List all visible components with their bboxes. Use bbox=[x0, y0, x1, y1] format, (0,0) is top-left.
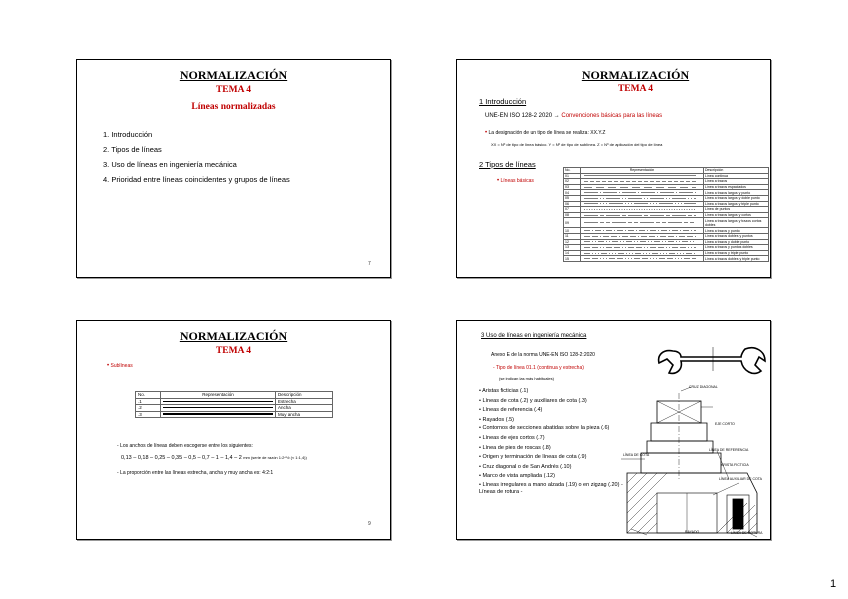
table-cell: 01 bbox=[564, 173, 581, 179]
slide-title: NORMALIZACIÓN bbox=[179, 68, 288, 82]
list-item-text: Línea de pies de roscas (.8) bbox=[482, 444, 551, 451]
table-cell: 10 bbox=[564, 228, 581, 234]
list-item bbox=[479, 434, 629, 444]
bullet-icon: • bbox=[479, 388, 483, 394]
page-number: 1 bbox=[830, 578, 837, 590]
list-item-text: Líneas irregulares a mano alzada (.19) o en zigzag (.20) - Líneas de rotura - bbox=[479, 481, 623, 495]
table-cell: Línea a trazos dobles y triple punto bbox=[704, 256, 769, 262]
list-item-text: Líneas de cota (.2) y auxiliares de cota (.3) bbox=[482, 397, 587, 404]
list-item bbox=[479, 406, 629, 416]
basic-lines-label: Líneas básicas bbox=[500, 178, 534, 184]
list-item bbox=[479, 397, 629, 407]
list-item bbox=[479, 387, 629, 397]
bullet-icon: • bbox=[479, 397, 483, 404]
uses-list bbox=[479, 387, 629, 498]
designation-detail: XX = Nº de tipo de línea básico. Y = Nº de tipo de sublínea. Z = Nº de aplicación del tipo de línea bbox=[491, 142, 663, 147]
table-cell: Línea a trazos largos y doble punto bbox=[704, 195, 769, 201]
table-cell: Línea a trazos dobles y puntos bbox=[704, 233, 769, 239]
widths-unit: mm (serie de razón 1:2^½ (≈ 1:1,4)) bbox=[243, 455, 307, 460]
line-sample bbox=[581, 218, 704, 228]
table-header: Descripción bbox=[276, 392, 333, 399]
slide-tema: TEMA 4 bbox=[215, 85, 252, 95]
list-item-text: Origen y terminación de líneas de cota (.9) bbox=[482, 454, 587, 460]
slide-3 bbox=[76, 320, 391, 540]
table-cell: 04 bbox=[564, 190, 581, 196]
label-cruz-diagonal: CRUZ DIAGONAL bbox=[689, 385, 718, 389]
table-cell: Línea a trazos y puntos dobles bbox=[704, 245, 769, 251]
table-cell: 11 bbox=[564, 233, 581, 239]
table-cell: .1 bbox=[136, 398, 161, 405]
line-sample bbox=[581, 256, 704, 262]
table-cell: Línea continua bbox=[704, 173, 769, 179]
list-item-text: Marco de vista ampliada (.12) bbox=[482, 473, 555, 479]
table-cell: Línea a trazos y doble punto bbox=[704, 239, 769, 245]
annex-text: Anexo E de la norma UNE-EN ISO 128-2:2020 bbox=[491, 352, 595, 358]
mechanical-drawing bbox=[617, 383, 769, 538]
type-line: - Tipo de línea 01.1 (continua y estrecha) bbox=[493, 365, 584, 371]
proportion-text: - La proporción entre las líneas estrecha, ancha y muy ancha es: 4:2:1 bbox=[117, 470, 274, 476]
bullet-icon: • bbox=[479, 481, 483, 488]
slide-page-number: 7 bbox=[368, 261, 371, 267]
slide-4 bbox=[456, 320, 771, 540]
list-item bbox=[479, 425, 629, 432]
table-header: Descripción bbox=[704, 168, 769, 174]
slide-page-number: 9 bbox=[368, 521, 371, 527]
table-header: No. bbox=[564, 168, 581, 174]
type-note: (se indican las más habituales) bbox=[499, 376, 554, 381]
norm-red: Convenciones básicas para las líneas bbox=[561, 113, 663, 119]
bullet-icon: • bbox=[485, 130, 488, 136]
label-eje-corto: EJE CORTO bbox=[715, 422, 735, 426]
slide-title: NORMALIZACIÓN bbox=[179, 329, 288, 343]
sublines-label: Sublíneas bbox=[110, 363, 133, 369]
list-item bbox=[479, 472, 629, 482]
list-item bbox=[479, 444, 629, 454]
index-item: 3. Uso de líneas en ingeniería mecánica bbox=[103, 160, 237, 169]
line-sample bbox=[161, 411, 276, 418]
table-cell: Línea a trazos largos y triple punto bbox=[704, 201, 769, 207]
table-cell: 06 bbox=[564, 201, 581, 207]
table-cell: 05 bbox=[564, 195, 581, 201]
bullet-icon: • bbox=[479, 463, 483, 470]
wrench-icon bbox=[655, 341, 767, 385]
widths-values: 0,13 – 0,18 – 0,25 – 0,35 – 0,5 – 0,7 – 1 – 1,4 – 2 bbox=[121, 455, 242, 461]
table-cell: .3 bbox=[136, 411, 161, 418]
table-cell: Línea de puntos bbox=[704, 207, 769, 213]
sublines-table bbox=[135, 391, 333, 418]
basic-lines-item bbox=[497, 178, 534, 184]
table-cell: Línea a trazos espaciados bbox=[704, 184, 769, 190]
list-item-text: Aristas ficticias (.1) bbox=[482, 388, 529, 394]
table-header: Representación bbox=[581, 168, 704, 174]
list-item-text: Líneas de ejes cortos (.7) bbox=[482, 435, 545, 441]
designation-item bbox=[485, 130, 605, 136]
bullet-icon: • bbox=[479, 416, 483, 423]
bullet-icon: • bbox=[497, 178, 500, 184]
table-cell: Estrecha bbox=[276, 398, 333, 405]
table-cell: Línea a trazos y punto bbox=[704, 228, 769, 234]
label-linea-cota: LÍNEA DE COTA bbox=[623, 453, 650, 457]
table-cell: Línea a trazos bbox=[704, 179, 769, 185]
slide-title: NORMALIZACIÓN bbox=[581, 68, 690, 82]
label-arista-ficticia: ARISTA FICTICIA bbox=[721, 463, 749, 467]
table-cell: 08 bbox=[564, 212, 581, 218]
label-linea-referencia: LÍNEA DE REFERENCIA bbox=[709, 448, 749, 452]
list-item-text: Líneas de referencia (.4) bbox=[482, 407, 543, 413]
bullet-icon: • bbox=[479, 425, 483, 431]
label-linea-auxiliar: LÍNEA AUXILIAR DE COTA bbox=[719, 477, 762, 481]
norm-line bbox=[485, 113, 662, 119]
sublines-item bbox=[107, 363, 133, 369]
slide-2 bbox=[456, 59, 771, 278]
bullet-icon: • bbox=[479, 473, 483, 479]
slide-subtitle: Líneas normalizadas bbox=[191, 102, 276, 112]
table-cell: 02 bbox=[564, 179, 581, 185]
widths-line bbox=[121, 455, 307, 461]
list-item bbox=[479, 463, 629, 473]
table-cell: 15 bbox=[564, 256, 581, 262]
index-item: 4. Prioridad entre líneas coincidentes y grupos de líneas bbox=[103, 175, 290, 184]
table-header: No. bbox=[136, 392, 161, 399]
table-cell: Línea a trazos largos y punto bbox=[704, 190, 769, 196]
bullet-icon: • bbox=[107, 363, 110, 369]
index-item: 2. Tipos de líneas bbox=[103, 145, 162, 154]
bullet-icon: • bbox=[479, 454, 483, 460]
table-cell: 14 bbox=[564, 250, 581, 256]
table-row bbox=[136, 411, 333, 418]
basic-lines-table bbox=[563, 167, 769, 262]
norm-prefix: UNE-EN ISO 128-2 2020 → bbox=[485, 113, 560, 119]
label-linea-rotura: LÍNEA DE ROTURA bbox=[731, 531, 763, 535]
bullet-icon: • bbox=[479, 444, 483, 451]
table-cell: .2 bbox=[136, 405, 161, 412]
list-item-text: Contornos de secciones abatidas sobre la pieza (.6) bbox=[482, 425, 610, 431]
label-rayado: RAYADO bbox=[685, 530, 700, 534]
slide-tema: TEMA 4 bbox=[617, 84, 654, 94]
table-cell: 03 bbox=[564, 184, 581, 190]
list-item bbox=[479, 453, 629, 463]
table-row bbox=[564, 218, 769, 228]
index-item: 1. Introducción bbox=[103, 130, 153, 139]
list-item bbox=[479, 416, 629, 426]
table-cell: 07 bbox=[564, 207, 581, 213]
table-cell: 12 bbox=[564, 239, 581, 245]
table-cell: 13 bbox=[564, 245, 581, 251]
list-item-text: Cruz diagonal o de San Andrés (.10) bbox=[482, 463, 572, 470]
bullet-icon: • bbox=[479, 435, 483, 441]
bullet-icon: • bbox=[479, 407, 483, 413]
slide-1 bbox=[76, 59, 391, 278]
section-heading: 2 Tipos de líneas bbox=[479, 160, 536, 169]
section-heading: 1 Introducción bbox=[479, 97, 527, 106]
slide-tema: TEMA 4 bbox=[215, 346, 252, 356]
table-cell: Muy ancha bbox=[276, 411, 333, 418]
designation-text: La designación de un tipo de línea se realiza: XX.Y.Z bbox=[488, 130, 606, 136]
table-header: Representación bbox=[161, 392, 276, 399]
table-cell: Ancha bbox=[276, 405, 333, 412]
section-heading: 3 Uso de líneas en ingeniería mecánica bbox=[481, 333, 587, 339]
list-item bbox=[479, 482, 629, 496]
table-cell: Línea a trazos largos y cortos bbox=[704, 212, 769, 218]
table-cell: Línea a trazos largos y trazos cortos dobles bbox=[704, 218, 769, 228]
table-row bbox=[564, 256, 769, 262]
table-cell: Línea a trazos y triple punto bbox=[704, 250, 769, 256]
table-cell: 09 bbox=[564, 218, 581, 228]
widths-intro: - Los anchos de líneas deben escogerse entre los siguientes: bbox=[117, 443, 253, 449]
list-item-text: Rayados (.5) bbox=[482, 416, 514, 423]
